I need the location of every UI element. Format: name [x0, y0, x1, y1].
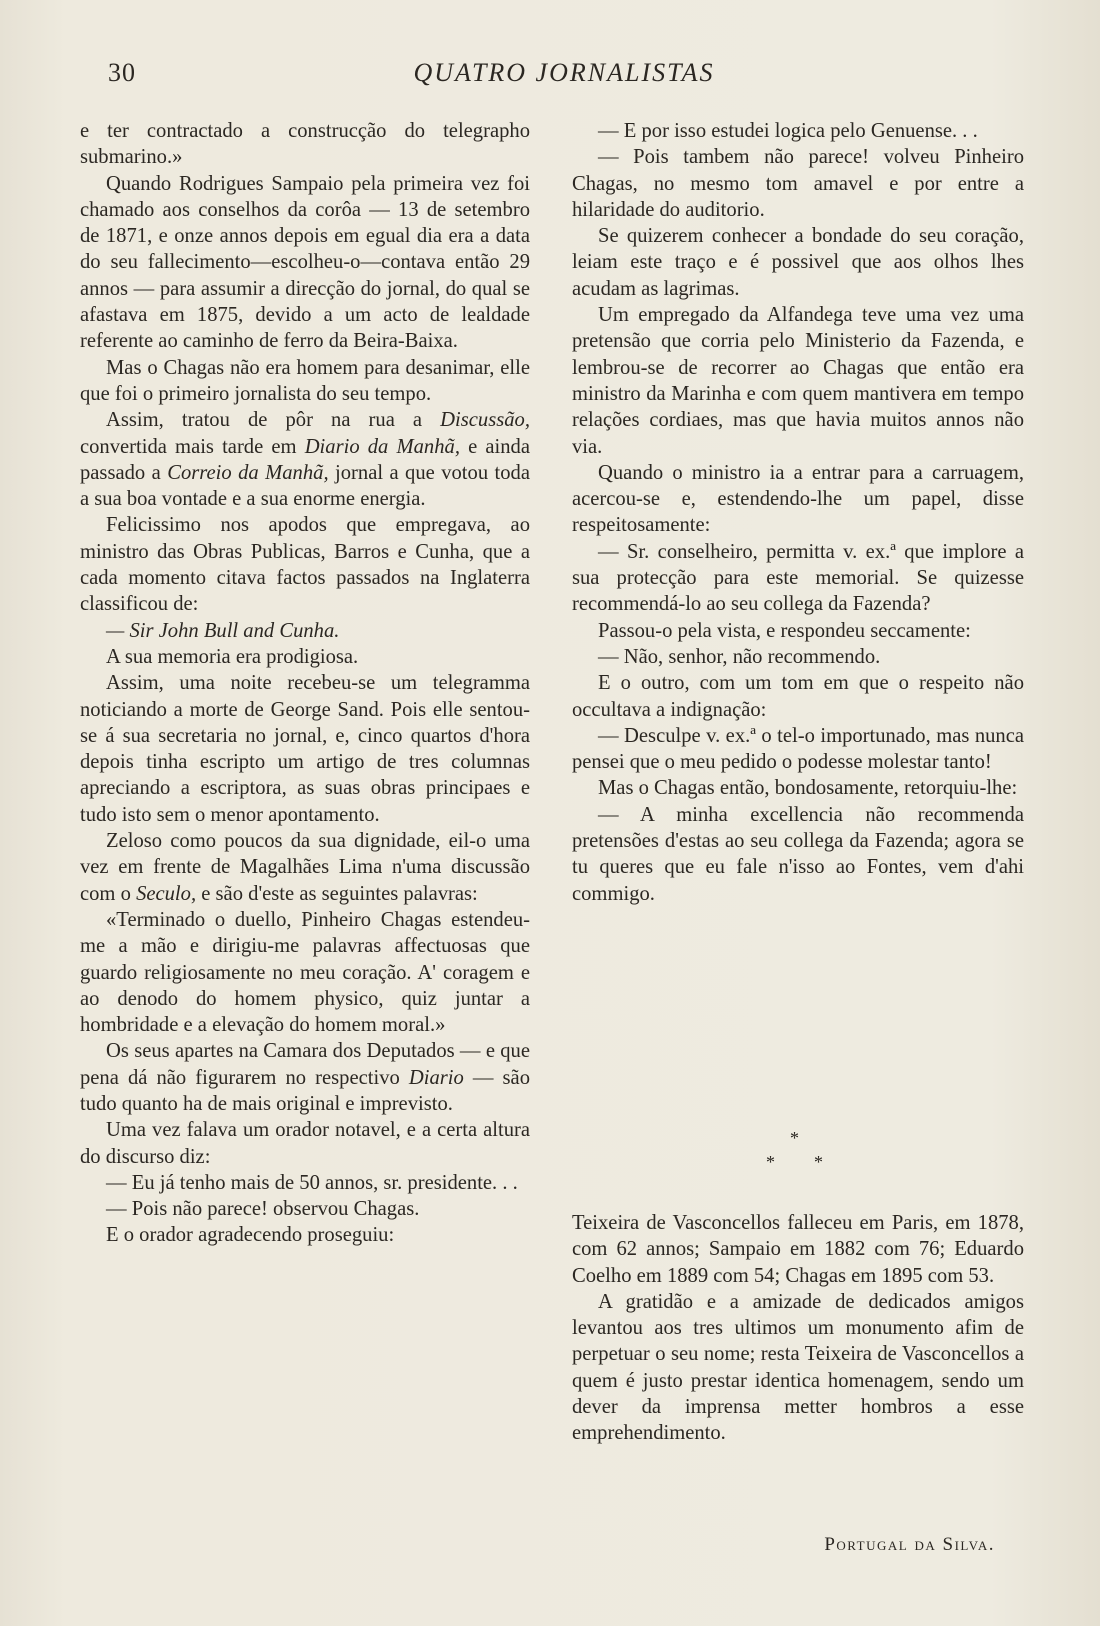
text-span: jornal a que votou toda a sua boa vontade e a sua enorme energia.: [80, 461, 530, 511]
section-divider-asterism: [572, 1118, 1024, 1178]
dialogue-line: — Desculpe v. ex.ª o tel-o importunado, mas nunca pensei que o meu pedido o podesse molestar tanto!: [572, 724, 1024, 774]
paragraph: Mas o Chagas então, bondosamente, retorquiu-lhe:: [598, 777, 1018, 800]
newspaper-title: Correio da Manhã,: [167, 461, 329, 484]
paragraph: A sua memoria era prodigiosa.: [106, 645, 359, 668]
newspaper-title: Diario da Manhã,: [304, 435, 460, 458]
paragraph: Assim, uma noite recebeu-se um telegramma noticiando a morte de George Sand. Pois elle sentou-se á sua secretaria no jornal, e, cinco quartos d'hora depois tinha escripto um artigo de tres columnas apreciando a escriptora, as suas obras principaes e tudo isto sem o menor apontamento.: [80, 672, 530, 826]
right-column-closing: [572, 1210, 1024, 1447]
quote-line: [80, 618, 530, 644]
paragraph: Se quizerem conhecer a bondade do seu coração, leiam este traço e é possivel que aos olhos lhes acudam as lagrimas.: [572, 225, 1024, 300]
paragraph: [80, 407, 530, 512]
newspaper-title: Discussão,: [440, 409, 530, 432]
paragraph: E o orador agradecendo proseguiu:: [106, 1224, 395, 1247]
left-column: [80, 118, 530, 1249]
dialogue-line: — Eu já tenho mais de 50 annos, sr. presidente. . .: [106, 1171, 518, 1194]
newspaper-title: Seculo,: [136, 882, 197, 905]
page-header: [108, 58, 1020, 98]
paragraph: Teixeira de Vasconcellos falleceu em Paris, em 1878, com 62 annos; Sampaio em 1882 com 76; Eduardo Coelho em 1889 com 54; Chagas em 1895 com 53.: [572, 1212, 1024, 1287]
paragraph: «Terminado o duello, Pinheiro Chagas estendeu-me a mão e dirigiu-me palavras affectuosas que guardo religiosamente no meu coração. A' coragem e ao denodo do homem physico, quiz juntar a hombridade e a elevação do homem moral.»: [80, 908, 530, 1037]
paragraph: e ter contractado a construcção do telegrapho submarino.»: [80, 120, 530, 169]
paragraph: Felicissimo nos apodos que empregava, ao ministro das Obras Publicas, Barros e Cunha, que a cada momento citava factos passados na Inglaterra classificou de:: [80, 514, 530, 616]
author-signature: Portugal da Silva.: [824, 1534, 995, 1555]
paragraph: Quando o ministro ia a entrar para a carruagem, acercou-se e, estendendo-lhe um papel, disse respeitosamente:: [572, 461, 1024, 537]
asterisk-ornament: *: [766, 1152, 775, 1172]
dialogue-line: — Pois não parece! observou Chagas.: [106, 1198, 420, 1221]
text-span: — são tudo quanto ha de mais original e imprevisto.: [80, 1066, 530, 1115]
newspaper-title: Diario: [408, 1066, 464, 1089]
quote-italic: — Sir John Bull and Cunha.: [106, 619, 340, 642]
dialogue-line: — Sr. conselheiro, permitta v. ex.ª que implore a sua protecção para este memorial. Se quizesse recommendá-lo ao seu collega da Fazenda?: [572, 540, 1024, 616]
paragraph: [80, 1038, 530, 1117]
dialogue-line: — Não, senhor, não recommendo.: [598, 645, 881, 668]
dialogue-line: — Pois tambem não parece! volveu Pinheiro Chagas, no mesmo tom amavel e por entre a hilaridade do auditorio.: [572, 146, 1024, 221]
text-span: e ainda passado a: [80, 435, 530, 484]
dialogue-line: — A minha excellencia não recommenda pretensões d'estas ao seu collega da Fazenda; agora se tu queres que eu fale n'isso ao Fontes, vem d'ahi commigo.: [572, 803, 1024, 905]
paragraph: A gratidão e a amizade de dedicados amigos levantou aos tres ultimos um monumento afim de perpetuar o seu nome; resta Teixeira de Vasconcellos a quem é justo prestar identica homenagem, sendo um dever da imprensa metter hombros a esse emprehendimento.: [572, 1290, 1024, 1445]
paragraph: [80, 828, 530, 907]
page-number: 30: [108, 58, 136, 87]
asterisk-ornament: *: [814, 1152, 823, 1172]
dialogue-line: — E por isso estudei logica pelo Genuense. . .: [598, 120, 978, 142]
asterisk-ornament: *: [790, 1128, 799, 1148]
running-title: QUATRO JORNALISTAS: [413, 58, 715, 87]
text-span: Assim, tratou de pôr na rua a: [106, 409, 441, 432]
paragraph: Uma vez falava um orador notavel, e a certa altura do discurso diz:: [80, 1119, 530, 1168]
right-column: [572, 118, 1024, 907]
text-span: Zeloso como poucos da sua dignidade, eil-o uma vez em frente de Magalhães Lima n'uma discussão com o: [80, 830, 530, 905]
paragraph: Mas o Chagas não era homem para desanimar, elle que foi o primeiro jornalista do seu tempo.: [80, 356, 530, 405]
paragraph: Um empregado da Alfandega teve uma vez uma pretensão que corria pelo Ministerio da Fazenda, e lembrou-se de recorrer ao Chagas que então era ministro da Marinha e com quem mantivera em tempo relações cordiaes, mas que havia muitos annos não via.: [572, 304, 1024, 458]
text-span: Os seus apartes na Camara dos Deputados — e que pena dá não figurarem no respectivo: [80, 1040, 530, 1089]
paragraph: Quando Rodrigues Sampaio pela primeira vez foi chamado aos conselhos da corôa — 13 de setembro de 1871, e onze annos depois em egual dia era a data do seu fallecimento—escolheu-o—contava então 29 annos — para assumir a direcção do jornal, do qual se afastava em 1875, devido a um acto de lealdade referente ao caminho de ferro da Beira-Baixa.: [80, 172, 530, 353]
paragraph: E o outro, com um tom em que o respeito não occultava a indignação:: [572, 672, 1024, 721]
text-span: e são d'este as seguintes palavras:: [196, 882, 478, 905]
text-span: convertida mais tarde em: [80, 435, 305, 458]
paragraph: Passou-o pela vista, e respondeu seccamente:: [598, 619, 971, 642]
